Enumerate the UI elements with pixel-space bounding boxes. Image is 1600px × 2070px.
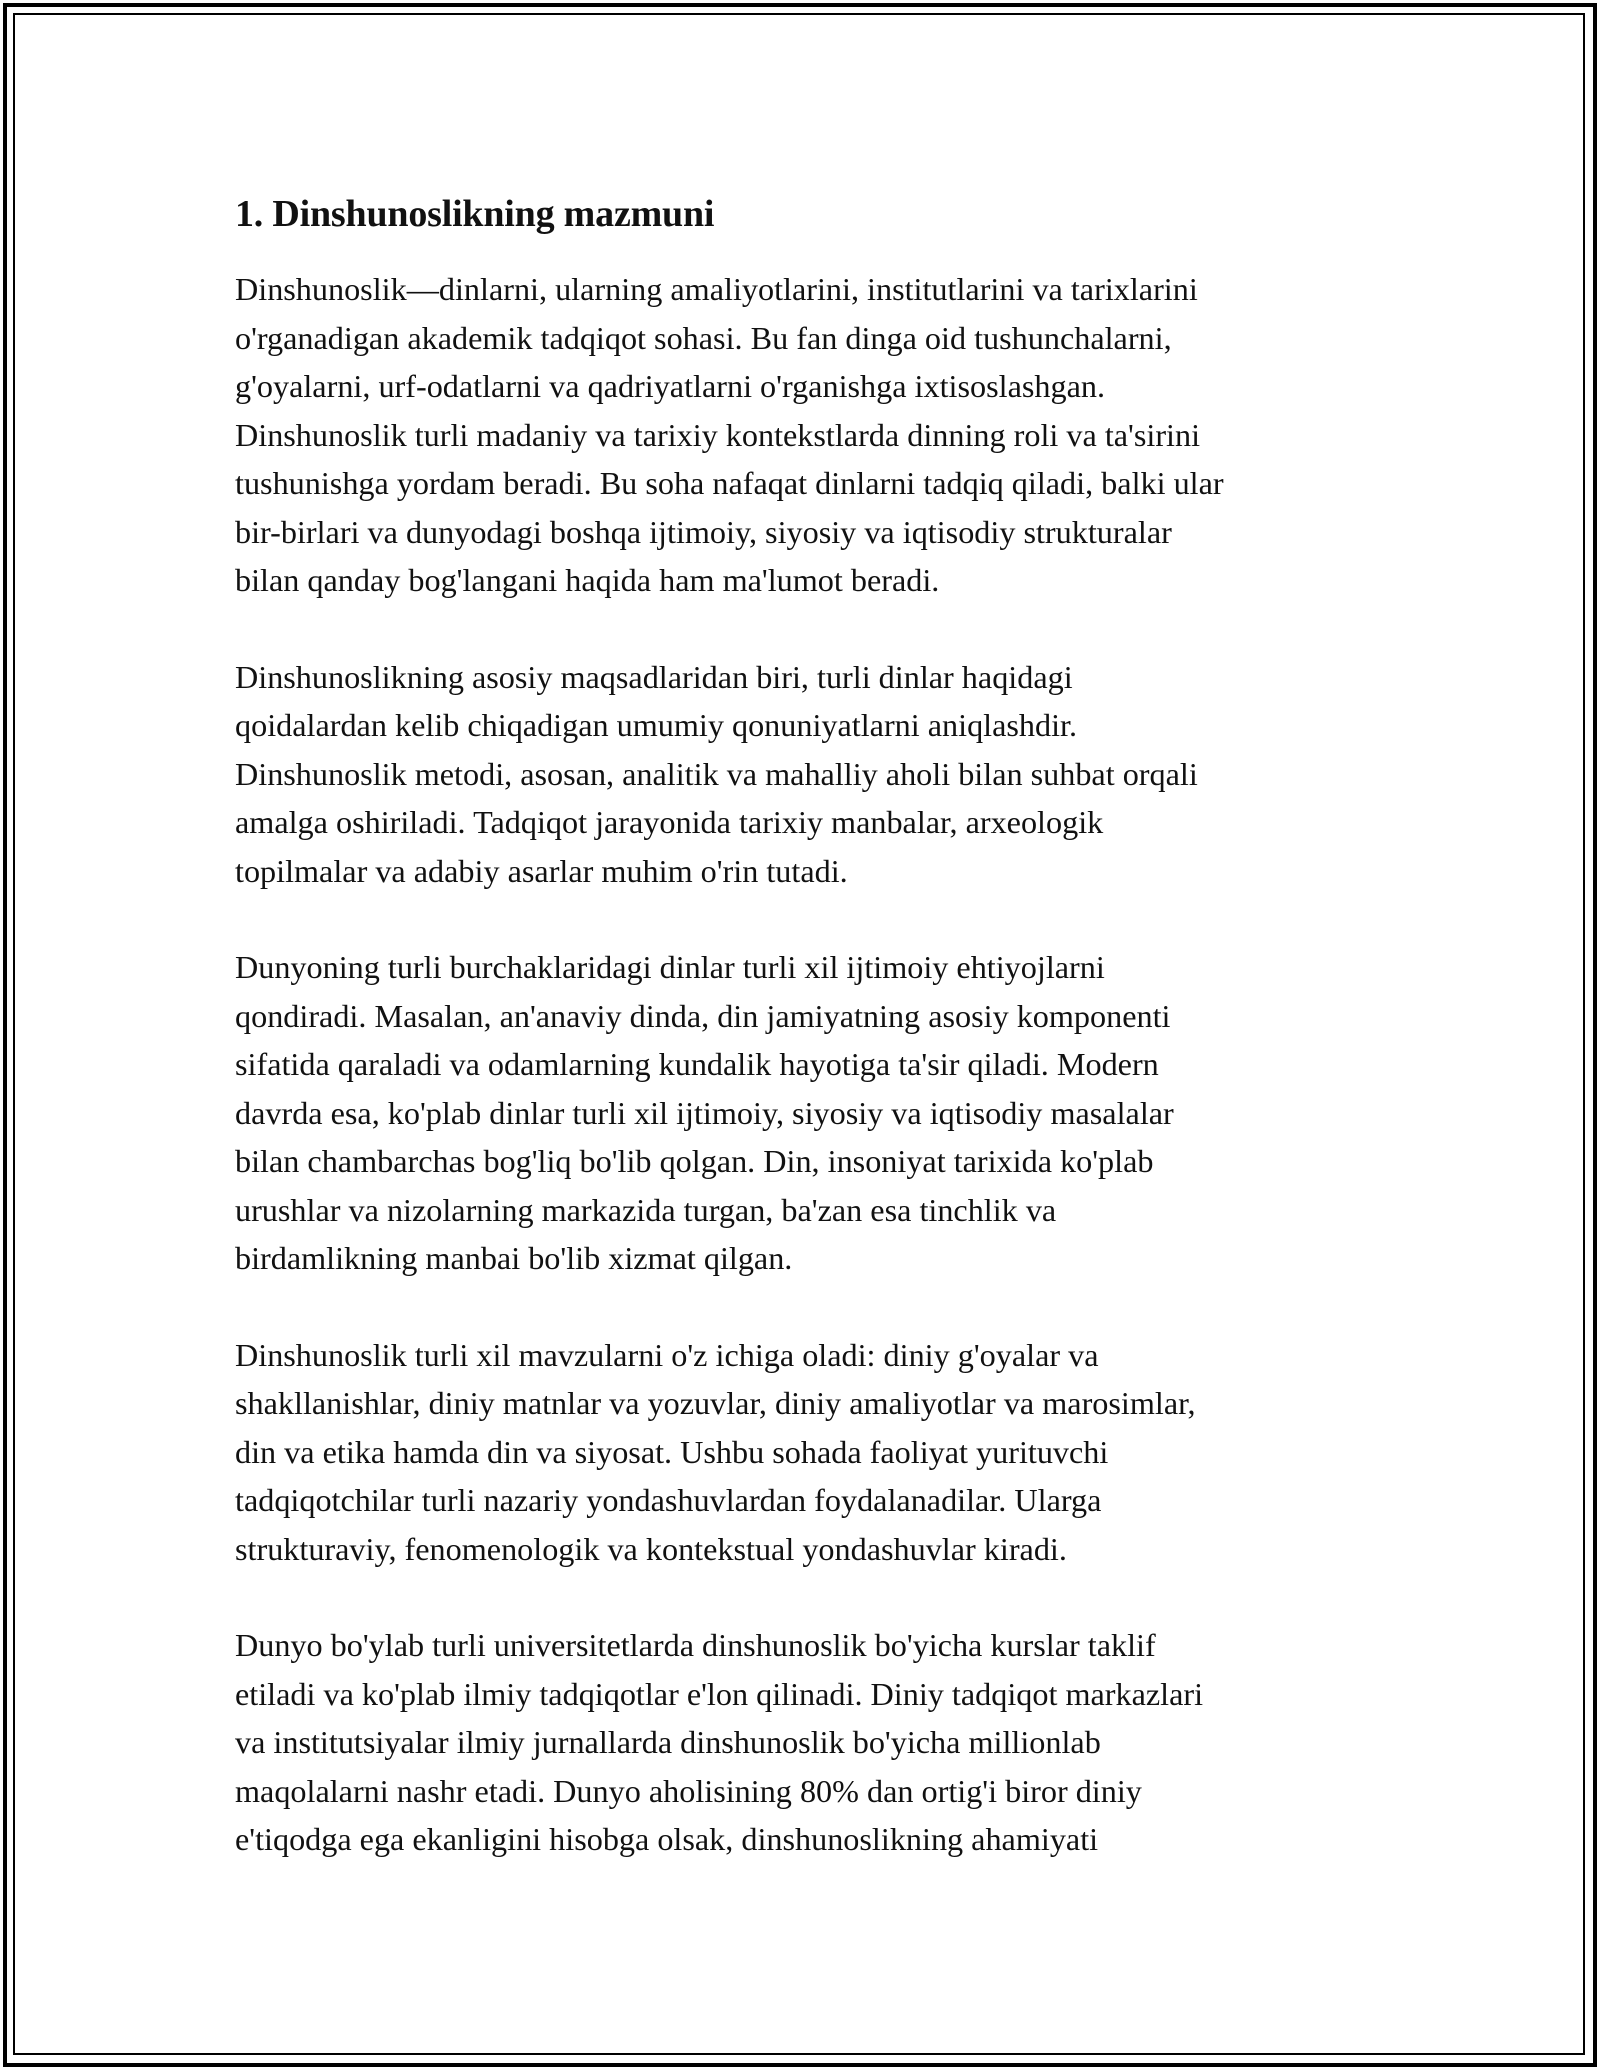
paragraph-1 (235, 265, 1375, 605)
paragraph-2 (235, 653, 1375, 896)
text-line: Dinshunoslik metodi, asosan, analitik va mahalliy aholi bilan suhbat orqali (235, 755, 1198, 792)
text-line: etiladi va ko'plab ilmiy tadqiqotlar e'lon qilinadi. Diniy tadqiqot markazlari (235, 1675, 1204, 1712)
document-body (235, 188, 1375, 1912)
paragraph-5 (235, 1621, 1375, 1864)
text-line: topilmalar va adabiy asarlar muhim o'rin tutadi. (235, 852, 848, 889)
text-line: Dunyoning turli burchaklaridagi dinlar turli xil ijtimoiy ehtiyojlarni (235, 949, 1105, 985)
text-line: Dinshunoslik turli xil mavzularni o'z ichiga oladi: diniy g'oyalar va (235, 1336, 1099, 1373)
paragraph-3 (235, 943, 1375, 1283)
text-line: Dunyo bo'ylab turli universitetlarda dinshunoslik bo'yicha kurslar taklif (235, 1627, 1156, 1663)
text-line: qoidalardan kelib chiqadigan umumiy qonuniyatlarni aniqlashdir. (235, 707, 1078, 743)
text-line: g'oyalarni, urf-odatlarni va qadriyatlarni o'rganishga ixtisoslashgan. (235, 368, 1105, 404)
text-line: amalga oshiriladi. Tadqiqot jarayonida tarixiy manbalar, arxeologik (235, 804, 1104, 840)
text-line: maqolalarni nashr etadi. Dunyo aholisining 80% dan ortig'i biror diniy (235, 1772, 1142, 1809)
text-line: tushunishga yordam beradi. Bu soha nafaqat dinlarni tadqiq qiladi, balki ular (235, 465, 1224, 501)
text-line: va institutsiyalar ilmiy jurnallarda dinshunoslik bo'yicha millionlab (235, 1724, 1101, 1760)
text-line: davrda esa, ko'plab dinlar turli xil ijtimoiy, siyosiy va iqtisodiy masalalar (235, 1094, 1174, 1131)
text-line: Dinshunoslik turli madaniy va tarixiy kontekstlarda dinning roli va ta'sirini (235, 416, 1201, 453)
text-line: din va etika hamda din va siyosat. Ushbu sohada faoliyat yurituvchi (235, 1433, 1109, 1470)
paragraph-4 (235, 1331, 1375, 1574)
text-line: urushlar va nizolarning markazida turgan, ba'zan esa tinchlik va (235, 1191, 1057, 1228)
text-line: o'rganadigan akademik tadqiqot sohasi. Bu fan dinga oid tushunchalarni, (235, 319, 1172, 356)
text-line: tadqiqotchilar turli nazariy yondashuvlardan foydalanadilar. Ularga (235, 1482, 1102, 1518)
text-line: bilan chambarchas bog'liq bo'lib qolgan. Din, insoniyat tarixida ko'plab (235, 1143, 1154, 1179)
text-line: bir-birlari va dunyodagi boshqa ijtimoiy, siyosiy va iqtisodiy strukturalar (235, 513, 1172, 550)
text-line: Dinshunoslik—dinlarni, ularning amaliyotlarini, institutlarini va tarixlarini (235, 271, 1198, 307)
text-line: birdamlikning manbai bo'lib xizmat qilgan. (235, 1240, 793, 1276)
text-line: sifatida qaraladi va odamlarning kundalik hayotiga ta'sir qiladi. Modern (235, 1046, 1159, 1082)
text-line: e'tiqodga ega ekanligini hisobga olsak, dinshunoslikning ahamiyati (235, 1821, 1099, 1857)
text-line: shakllanishlar, diniy matnlar va yozuvlar, diniy amaliyotlar va marosimlar, (235, 1385, 1196, 1421)
text-line: bilan qanday bog'langani haqida ham ma'lumot beradi. (235, 562, 940, 598)
text-line: qondiradi. Masalan, an'anaviy dinda, din jamiyatning asosiy komponenti (235, 997, 1171, 1034)
text-line: Dinshunoslikning asosiy maqsadlaridan biri, turli dinlar haqidagi (235, 658, 1073, 695)
text-line: strukturaviy, fenomenologik va kontekstual yondashuvlar kiradi. (235, 1530, 1067, 1567)
section-heading: 1. Dinshunoslikning mazmuni (235, 193, 715, 235)
